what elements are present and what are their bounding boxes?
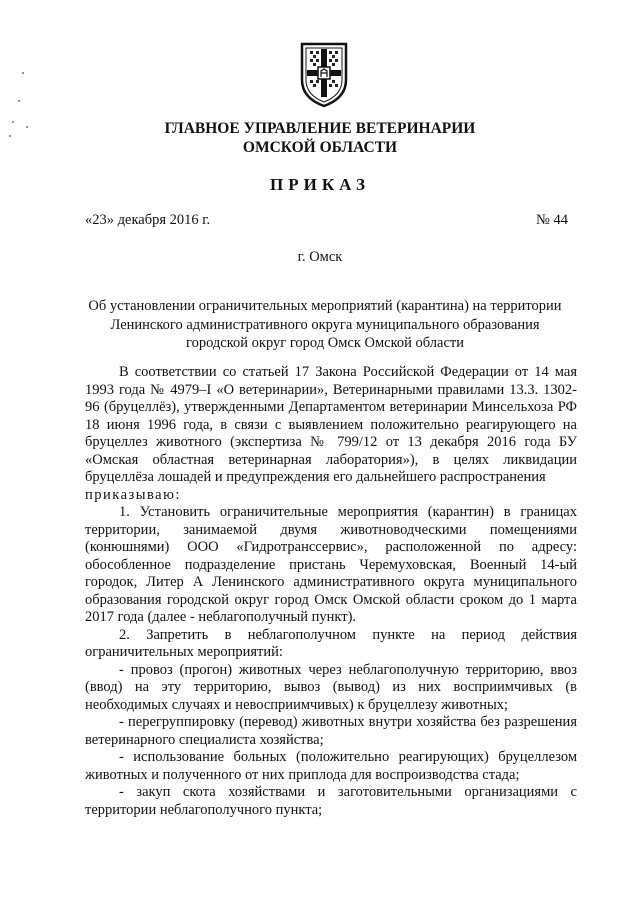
ban-item-3: - использование больных (положительно реагирующих) бруцеллезом животных и полученного от них приплода для воспроизводства стада; (85, 749, 577, 783)
order-word: приказываю: (85, 486, 181, 503)
order-date: «23» декабря 2016 г. (85, 212, 211, 228)
issuing-authority-line-2: ОМСКОЙ ОБЛАСТИ (242, 139, 398, 156)
order-subject-line-1: Об установлении ограничительных мероприятий (карантина) на территории (88, 298, 562, 314)
order-body (85, 364, 577, 819)
order-subject-line-2: Ленинского административного округа муниципального образования (110, 316, 540, 333)
issue-city: г. Омск (297, 249, 343, 265)
issuing-authority (0, 119, 640, 157)
ban-item-2: - перегруппировку (перевод) животных внутри хозяйства без разрешения ветеринарного специалиста хозяйства; (85, 714, 577, 748)
order-number: № 44 (536, 212, 568, 228)
order-subject-line-3: городской округ город Омск Омской области (185, 335, 465, 351)
item-2-paragraph: 2. Запретить в неблагополучном пункте на период действия ограничительных мероприятий: (85, 626, 577, 660)
omsk-coat-of-arms-icon (297, 40, 351, 108)
ban-item-4: - закуп скота хозяйствами и заготовительными организациями с территории неблагополучного пункта; (85, 784, 577, 818)
issuing-authority-line-1: ГЛАВНОЕ УПРАВЛЕНИЕ ВЕТЕРИНАРИИ (164, 120, 476, 137)
document-type-title: ПРИКАЗ (270, 175, 370, 194)
preamble-paragraph: В соответствии со статьей 17 Закона Российской Федерации от 14 мая 1993 года № 4979–I «О ветеринарии», Ветеринарными правилами 13.3. 1302-96 (бруцеллёз), утвержденными Департаментом ветеринарии Минсельхоза РФ 18 июня 1996 года, в связи с выявлением положительно реагирующего на бруцеллез животного (экспертиза № 799/12 от 13 декабря 2016 года БУ «Омская областная ветеринарная лаборатория»), в целях ликвидации бруцеллёза лошадей и предупреждения его дальнейшего распространения (85, 364, 577, 485)
order-subject (80, 297, 570, 353)
item-1-paragraph: 1. Установить ограничительные мероприятия (карантин) в границах территории, занимаемой двумя животноводческими помещениями (конюшнями) ООО «Гидротранссервис», расположенной по адресу: обособленное подразделение пристань Черемуховская, Военный 14-ый городок, Литер А Ленинского административного округа муниципального образования городской округ город Омск Омской области сроком до 1 марта 2017 года (далее - неблагополучный пункт). (85, 504, 577, 625)
ban-item-1: - провоз (прогон) животных через неблагополучную территорию, ввоз (ввод) на эту территорию, вывоз (вывод) из них восприимчивых (в необходимых случаях и невосприимчивых) к бруцеллезу животных; (85, 661, 577, 713)
